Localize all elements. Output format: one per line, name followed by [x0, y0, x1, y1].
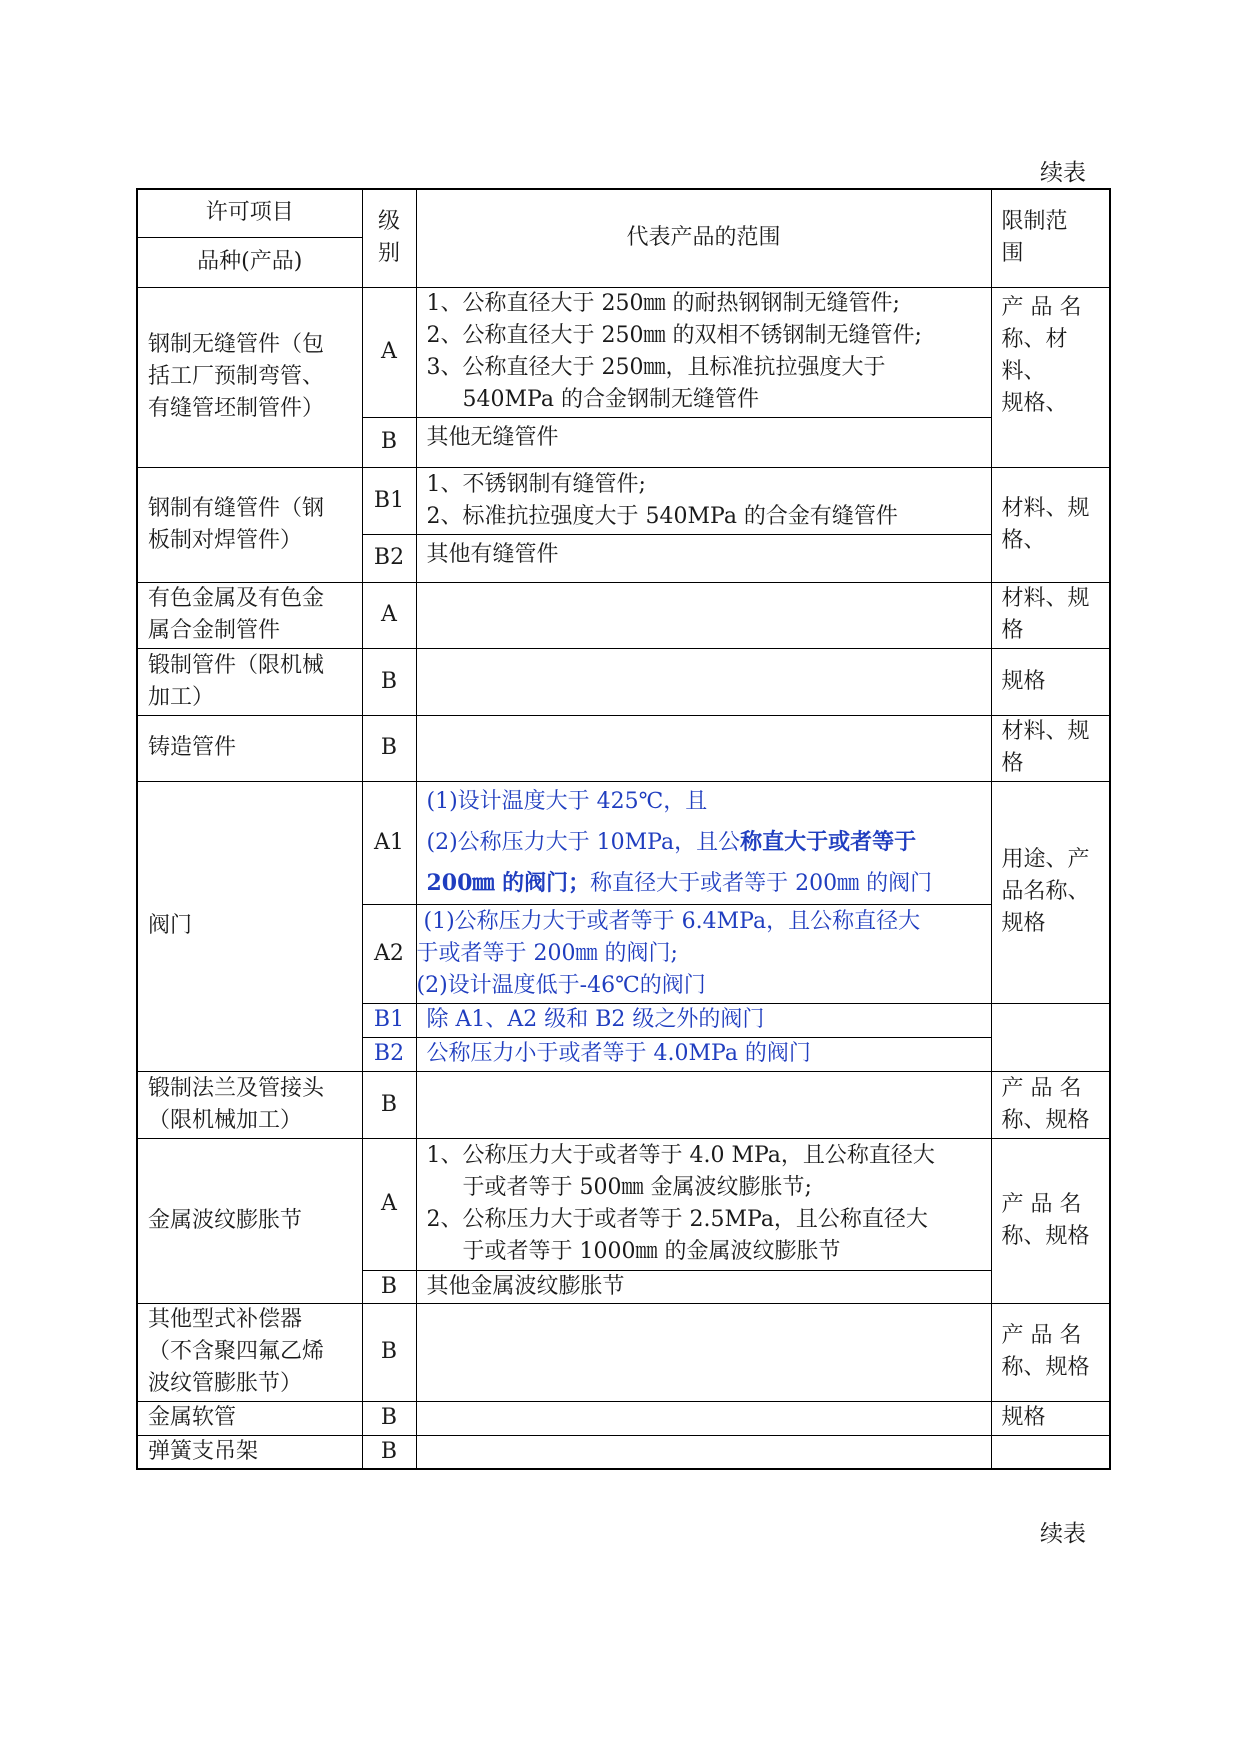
scope-line: (1)设计温度大于 425℃，且 — [426, 788, 708, 814]
scope-cell: 其他无缝管件 — [416, 417, 991, 467]
variety-line: 其他型式补偿器 — [148, 1307, 303, 1332]
limit-cell — [991, 287, 1110, 467]
scope-cell — [416, 648, 991, 715]
scope-cell — [416, 287, 991, 417]
grade-cell: B2 — [362, 1037, 416, 1071]
variety-line: （不含聚四氟乙烯 — [148, 1339, 325, 1364]
limit-line: 格 — [1001, 751, 1024, 776]
grade-cell: B — [362, 715, 416, 781]
table-row — [137, 648, 1110, 715]
variety-cell — [137, 715, 362, 781]
limit-line: 称、材料、 — [1001, 326, 1068, 384]
scope-cell: 其他有缝管件 — [416, 534, 991, 582]
grade-cell: A — [362, 582, 416, 648]
continued-note-bottom: 续表 — [1040, 1521, 1086, 1547]
variety-line: 锻制管件（限机械 — [148, 652, 325, 678]
table-row — [137, 1435, 1110, 1469]
scope-cell — [416, 1071, 991, 1138]
header-project: 许可项目 — [137, 189, 362, 237]
scope-line: 540MPa 的合金钢制无缝管件 — [462, 387, 759, 412]
limit-line: 规格、 — [1001, 390, 1068, 416]
limit-line: 格 — [1001, 618, 1024, 643]
header-limit-line: 限制范 — [1001, 209, 1068, 235]
header-limit — [991, 189, 1110, 287]
scope-line: (1)公称压力大于或者等于 6.4MPa，且公称直径大 — [416, 908, 921, 934]
limit-line: 产 品 名 — [1001, 1075, 1082, 1101]
limit-cell — [991, 467, 1110, 582]
scope-line — [427, 863, 987, 904]
scope-cell — [416, 467, 991, 534]
scope-cell — [416, 781, 991, 904]
scope-line: 于或者等于 500㎜ 金属波纹膨胀节; — [462, 1175, 812, 1200]
scope-cell: 除 A1、A2 级和 B2 级之外的阀门 — [416, 1003, 991, 1037]
table-row — [137, 467, 1110, 534]
limit-cell — [991, 1303, 1110, 1401]
scope-cell: 其他金属波纹膨胀节 — [416, 1270, 991, 1303]
limit-line: 称、规格 — [1001, 1355, 1090, 1380]
variety-line: 有色金属及有色金 — [148, 586, 325, 611]
variety-cell — [137, 467, 362, 582]
header-variety: 品种(产品) — [137, 237, 362, 287]
scope-line: 2、公称直径大于 250㎜ 的双相不锈钢制无缝管件; — [426, 323, 922, 348]
limit-line: 产 品 名 — [1001, 1323, 1082, 1348]
limit-cell — [991, 1138, 1110, 1303]
scope-cell: 公称压力小于或者等于 4.0MPa 的阀门 — [416, 1037, 991, 1071]
variety-line: 锻制法兰及管接头 — [148, 1075, 325, 1101]
limit-line: 材料、规 — [1001, 719, 1090, 744]
variety-line: 波纹管膨胀节） — [148, 1371, 303, 1396]
variety-line: 加工） — [148, 684, 215, 710]
table-row — [137, 287, 1110, 417]
limit-cell — [991, 1003, 1110, 1071]
grade-cell: B — [362, 1071, 416, 1138]
grade-cell: B — [362, 417, 416, 467]
variety-cell — [137, 582, 362, 648]
header-grade-line: 别 — [377, 241, 400, 267]
variety-cell: 金属波纹膨胀节 — [137, 1138, 362, 1303]
limit-cell — [991, 648, 1110, 715]
scope-line: 于或者等于 200㎜ 的阀门; — [416, 940, 678, 966]
scope-line: (2)设计温度低于-46℃的阀门 — [416, 972, 706, 998]
license-table — [136, 188, 1111, 1470]
scope-line: 3、公称直径大于 250㎜，且标准抗拉强度大于 — [426, 355, 886, 380]
scope-cell — [416, 582, 991, 648]
grade-cell: B — [362, 648, 416, 715]
limit-cell: 规格 — [991, 1401, 1110, 1435]
limit-line: 产 品 名 — [1001, 1191, 1082, 1217]
limit-cell — [991, 1071, 1110, 1138]
grade-cell: A — [362, 287, 416, 417]
table-row — [137, 781, 1110, 904]
scope-line: 2、公称压力大于或者等于 2.5MPa，且公称直径大 — [426, 1207, 928, 1232]
limit-cell — [991, 582, 1110, 648]
header-scope: 代表产品的范围 — [416, 189, 991, 287]
limit-line: 格、 — [1001, 527, 1046, 553]
continued-note-top: 续表 — [1040, 160, 1086, 186]
variety-cell — [137, 1071, 362, 1138]
scope-line: 1、不锈钢制有缝管件; — [426, 471, 646, 497]
scope-line: 于或者等于 1000㎜ 的金属波纹膨胀节 — [462, 1239, 841, 1264]
variety-cell — [137, 287, 362, 467]
grade-cell: B — [362, 1303, 416, 1401]
scope-cell — [416, 1138, 991, 1270]
limit-line: 材料、规 — [1001, 586, 1090, 611]
table-row — [137, 582, 1110, 648]
scope-cell — [416, 715, 991, 781]
scope-cell — [416, 1303, 991, 1401]
grade-cell: B2 — [362, 534, 416, 582]
variety-cell: 金属软管 — [137, 1401, 362, 1435]
header-row — [137, 189, 1110, 237]
table-row — [137, 1303, 1110, 1401]
variety-line: 属合金制管件 — [148, 618, 281, 643]
scope-text-bold: 200㎜ 的阀门； — [426, 869, 591, 896]
limit-line: 用途、产 — [1001, 847, 1090, 872]
variety-line: 板制对焊管件） — [148, 527, 303, 553]
grade-cell: B1 — [362, 467, 416, 534]
limit-line: 产 品 名 — [1001, 294, 1082, 320]
scope-line — [427, 822, 987, 863]
variety-line: 有缝管坯制管件） — [148, 396, 325, 421]
limit-cell — [991, 715, 1110, 781]
limit-line: 规格 — [1001, 668, 1046, 694]
scope-line: 2、标准抗拉强度大于 540MPa 的合金有缝管件 — [426, 503, 898, 529]
scope-line: 1、公称直径大于 250㎜ 的耐热钢钢制无缝管件; — [426, 291, 900, 316]
grade-cell: A — [362, 1138, 416, 1270]
grade-cell: B1 — [362, 1003, 416, 1037]
header-grade — [362, 189, 416, 287]
grade-cell: A2 — [362, 904, 416, 1003]
limit-cell — [991, 1435, 1110, 1469]
scope-text-bold: 称直大于或者等于 — [740, 828, 917, 855]
grade-cell: B — [362, 1270, 416, 1303]
limit-line: 称、规格 — [1001, 1107, 1090, 1133]
variety-line: （限机械加工） — [148, 1107, 303, 1133]
variety-cell — [137, 648, 362, 715]
limit-line: 材料、规 — [1001, 495, 1090, 521]
scope-cell — [416, 1401, 991, 1435]
limit-line: 品名称、 — [1001, 879, 1090, 904]
scope-text: (2)公称压力大于 10MPa，且公 — [426, 829, 741, 855]
table-row — [137, 1071, 1110, 1138]
variety-cell: 阀门 — [137, 781, 362, 1071]
scope-cell — [416, 1435, 991, 1469]
scope-text: 称直径大于或者等于 200㎜ 的阀门 — [590, 870, 933, 896]
table-row — [137, 715, 1110, 781]
grade-cell: B — [362, 1435, 416, 1469]
variety-line: 铸造管件 — [148, 735, 237, 760]
header-limit-line: 围 — [1001, 241, 1024, 267]
table-row — [137, 1401, 1110, 1435]
variety-line: 钢制有缝管件（钢 — [148, 495, 325, 521]
variety-cell — [137, 1303, 362, 1401]
limit-cell — [991, 781, 1110, 1003]
grade-cell: B — [362, 1401, 416, 1435]
variety-cell: 弹簧支吊架 — [137, 1435, 362, 1469]
grade-cell: A1 — [362, 781, 416, 904]
limit-line: 规格 — [1001, 911, 1046, 936]
variety-line: 括工厂预制弯管、 — [148, 364, 325, 389]
variety-line: 钢制无缝管件（包 — [148, 332, 325, 357]
header-grade-line: 级 — [377, 209, 400, 235]
scope-line: 1、公称压力大于或者等于 4.0 MPa，且公称直径大 — [426, 1143, 935, 1168]
limit-line: 称、规格 — [1001, 1223, 1090, 1249]
scope-cell — [416, 904, 991, 1003]
table-row — [137, 1138, 1110, 1270]
